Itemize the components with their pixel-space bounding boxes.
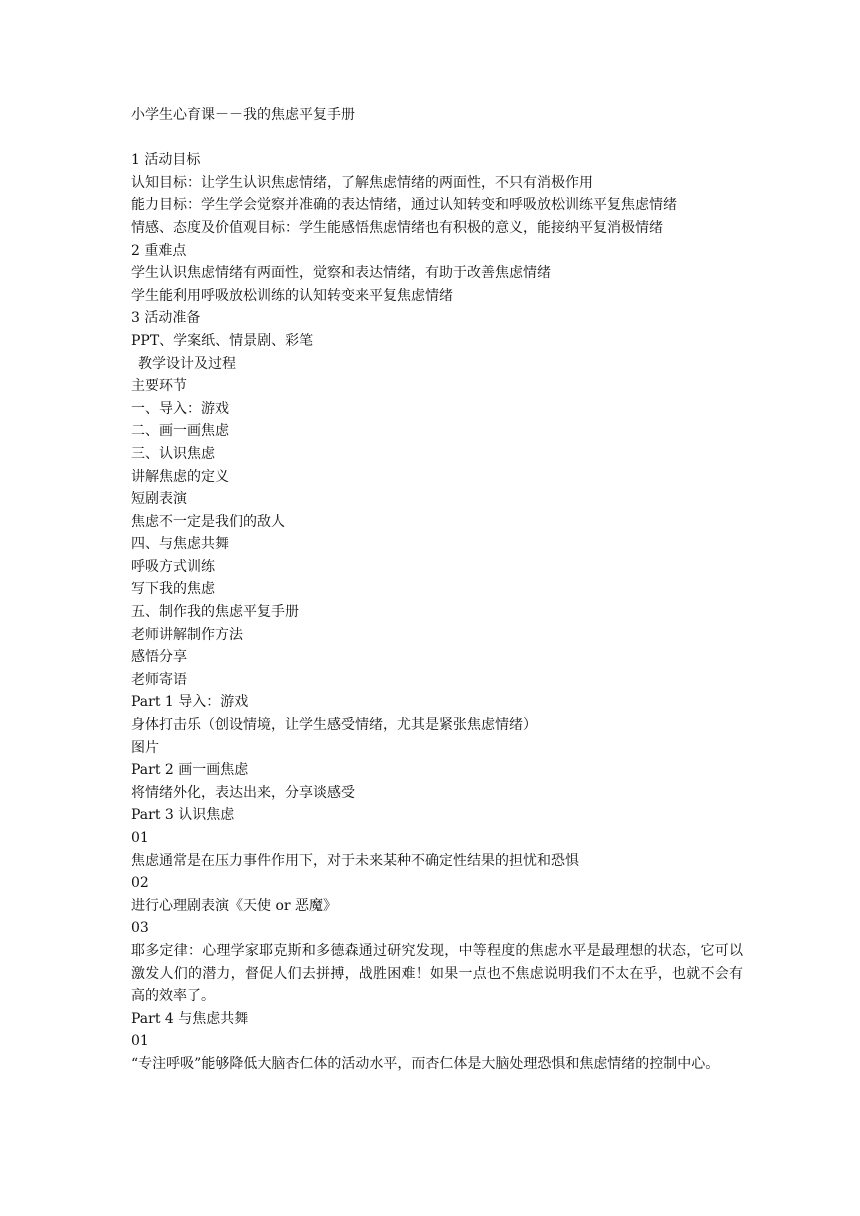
section-heading-preparation: 3 活动准备 <box>131 310 201 327</box>
outline-subitem: 讲解焦虑的定义 <box>131 468 229 485</box>
paragraph-line: 学生认识焦虑情绪有两面性，觉察和表达情绪，有助于改善焦虑情绪 <box>131 265 551 282</box>
section-heading-design: 教学设计及过程 <box>138 355 236 372</box>
paragraph-line: 身体打击乐（创设情境，让学生感受情绪，尤其是紧张焦虑情绪） <box>131 717 537 734</box>
item-number: 02 <box>131 875 149 892</box>
outline-subitem: 老师寄语 <box>131 671 187 688</box>
paragraph-line: 认知目标：让学生认识焦虑情绪，了解焦虑情绪的两面性，不只有消极作用 <box>131 174 593 191</box>
outline-item: 一、导入：游戏 <box>131 400 229 417</box>
outline-item: 四、与焦虑共舞 <box>131 536 229 553</box>
item-number: 03 <box>131 920 149 937</box>
section-heading-key-points: 2 重难点 <box>131 242 187 259</box>
outline-subitem: 焦虑不一定是我们的敌人 <box>131 513 285 530</box>
outline-subitem: 老师讲解制作方法 <box>131 626 243 643</box>
part-heading: Part 1 导入：游戏 <box>131 694 249 711</box>
breathing-paragraph: “专注呼吸”能够降低大脑杏仁体的活动水平，而杏仁体是大脑处理恐惧和焦虑情绪的控制中心。 <box>131 1055 720 1072</box>
paragraph-line: 主要环节 <box>131 378 187 395</box>
yerkes-dodson-paragraph: 耶多定律：心理学家耶克斯和多德森通过研究发现，中等程度的焦虑水平是最理想的状态，它可以激发人们的潜力，督促人们去拼搏，战胜困难！如果一点也不焦虑说明我们不太在乎，也就不会有高的效率了。 <box>131 942 743 1005</box>
document-body <box>131 104 743 1076</box>
paragraph-line: 焦虑通常是在压力事件作用下，对于未来某种不确定性结果的担忧和恐惧 <box>131 852 579 869</box>
part-heading: Part 3 认识焦虑 <box>131 807 235 824</box>
paragraph-line: 情感、态度及价值观目标：学生能感悟焦虑情绪也有积极的意义，能接纳平复消极情绪 <box>131 219 663 236</box>
paragraph-line: 能力目标：学生学会觉察并准确的表达情绪，通过认知转变和呼吸放松训练平复焦虑情绪 <box>131 197 677 214</box>
paragraph-line: 图片 <box>131 739 159 756</box>
outline-item: 五、制作我的焦虑平复手册 <box>131 604 299 621</box>
outline-subitem: 呼吸方式训练 <box>131 558 215 575</box>
part-heading: Part 4 与焦虑共舞 <box>131 1010 249 1027</box>
paragraph-line: 学生能利用呼吸放松训练的认知转变来平复焦虑情绪 <box>131 287 453 304</box>
document-title: 小学生心育课－－我的焦虑平复手册 <box>131 107 355 123</box>
paragraph-line: 进行心理剧表演《天使 or 恶魔》 <box>131 897 338 914</box>
part-heading: Part 2 画一画焦虑 <box>131 762 249 779</box>
section-heading-goals: 1 活动目标 <box>131 152 201 169</box>
outline-item: 三、认识焦虑 <box>131 445 215 462</box>
outline-subitem: 感悟分享 <box>131 649 187 666</box>
item-number: 01 <box>131 1033 149 1050</box>
item-number: 01 <box>131 830 149 846</box>
paragraph-line: 将情绪外化，表达出来，分享谈感受 <box>131 784 355 801</box>
outline-subitem: 短剧表演 <box>131 491 187 508</box>
paragraph-line: PPT、学案纸、情景剧、彩笔 <box>131 332 314 349</box>
blank-line <box>131 127 743 150</box>
outline-subitem: 写下我的焦虑 <box>131 581 215 598</box>
outline-item: 二、画一画焦虑 <box>131 423 229 440</box>
